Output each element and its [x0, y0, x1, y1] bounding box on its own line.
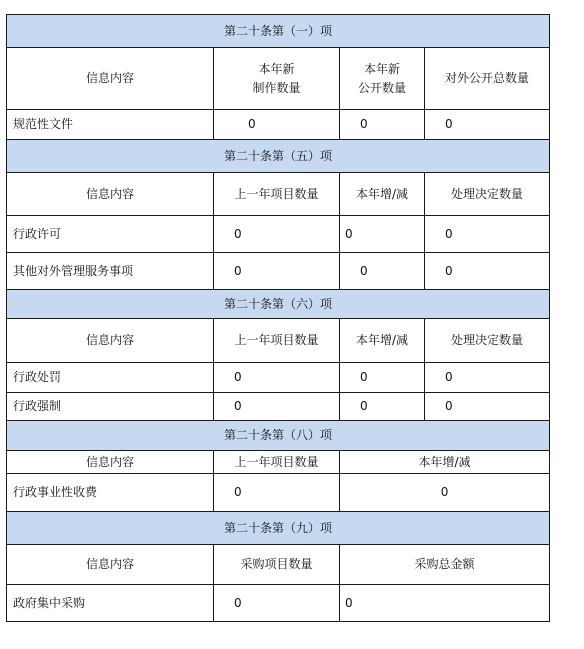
section-title-row — [7, 290, 550, 319]
column-header-row — [7, 545, 550, 585]
column-header-prev-year-count: 上一年项目数量 — [214, 319, 340, 363]
column-header-row — [7, 48, 550, 110]
cell-value: 0 — [340, 253, 425, 290]
table-row — [7, 253, 550, 290]
cell-value: 0 — [425, 110, 550, 140]
column-header-new-created-label: 本年新 制作数量 — [252, 61, 301, 95]
table-row — [7, 216, 550, 253]
table-row — [7, 393, 550, 421]
column-header-new-created — [214, 48, 340, 110]
cell-value: 0 — [214, 474, 340, 512]
section-title: 第二十条第（一）项 — [7, 15, 550, 48]
cell-value: 0 — [425, 216, 550, 253]
column-header-total-published: 对外公开总数量 — [425, 48, 550, 110]
section-title-row — [7, 421, 550, 451]
cell-value: 0 — [425, 363, 550, 393]
table-row — [7, 110, 550, 140]
section-title-row — [7, 140, 550, 173]
column-header-row — [7, 173, 550, 216]
cell-value: 0 — [340, 216, 425, 253]
row-label: 行政强制 — [7, 393, 214, 421]
cell-value: 0 — [340, 363, 425, 393]
column-header-decision-count: 处理决定数量 — [425, 173, 550, 216]
cell-value: 0 — [214, 216, 340, 253]
cell-value: 0 — [214, 585, 340, 622]
cell-value: 0 — [214, 253, 340, 290]
row-label: 行政许可 — [7, 216, 214, 253]
section-title: 第二十条第（八）项 — [7, 421, 550, 451]
section-title-row — [7, 512, 550, 545]
cell-value: 0 — [214, 393, 340, 421]
cell-value: 0 — [214, 110, 340, 140]
column-header-new-published-label: 本年新 公开数量 — [357, 61, 406, 95]
column-header-row — [7, 451, 550, 474]
column-header-info-content: 信息内容 — [7, 451, 214, 474]
row-label: 行政事业性收费 — [7, 474, 214, 512]
cell-value: 0 — [425, 393, 550, 421]
column-header-change: 本年增/减 — [340, 173, 425, 216]
column-header-purchase-count: 采购项目数量 — [214, 545, 340, 585]
column-header-new-published — [340, 48, 425, 110]
column-header-prev-year-count: 上一年项目数量 — [214, 173, 340, 216]
row-label: 其他对外管理服务事项 — [7, 253, 214, 290]
table-row — [7, 585, 550, 622]
cell-value: 0 — [340, 474, 550, 512]
disclosure-table — [6, 14, 550, 622]
column-header-change: 本年增/减 — [340, 451, 550, 474]
column-header-info-content: 信息内容 — [7, 319, 214, 363]
column-header-change: 本年增/减 — [340, 319, 425, 363]
column-header-row — [7, 319, 550, 363]
column-header-info-content: 信息内容 — [7, 545, 214, 585]
section-title: 第二十条第（六）项 — [7, 290, 550, 319]
cell-value: 0 — [340, 110, 425, 140]
row-label: 规范性文件 — [7, 110, 214, 140]
row-label: 政府集中采购 — [7, 585, 214, 622]
cell-value: 0 — [425, 253, 550, 290]
table-row — [7, 363, 550, 393]
row-label: 行政处罚 — [7, 363, 214, 393]
cell-value: 0 — [214, 363, 340, 393]
column-header-purchase-total: 采购总金额 — [340, 545, 550, 585]
cell-value: 0 — [340, 585, 550, 622]
column-header-prev-year-count: 上一年项目数量 — [214, 451, 340, 474]
section-title-row — [7, 15, 550, 48]
column-header-info-content: 信息内容 — [7, 48, 214, 110]
section-title: 第二十条第（五）项 — [7, 140, 550, 173]
cell-value: 0 — [340, 393, 425, 421]
table-row — [7, 474, 550, 512]
column-header-info-content: 信息内容 — [7, 173, 214, 216]
column-header-decision-count: 处理决定数量 — [425, 319, 550, 363]
section-title: 第二十条第（九）项 — [7, 512, 550, 545]
